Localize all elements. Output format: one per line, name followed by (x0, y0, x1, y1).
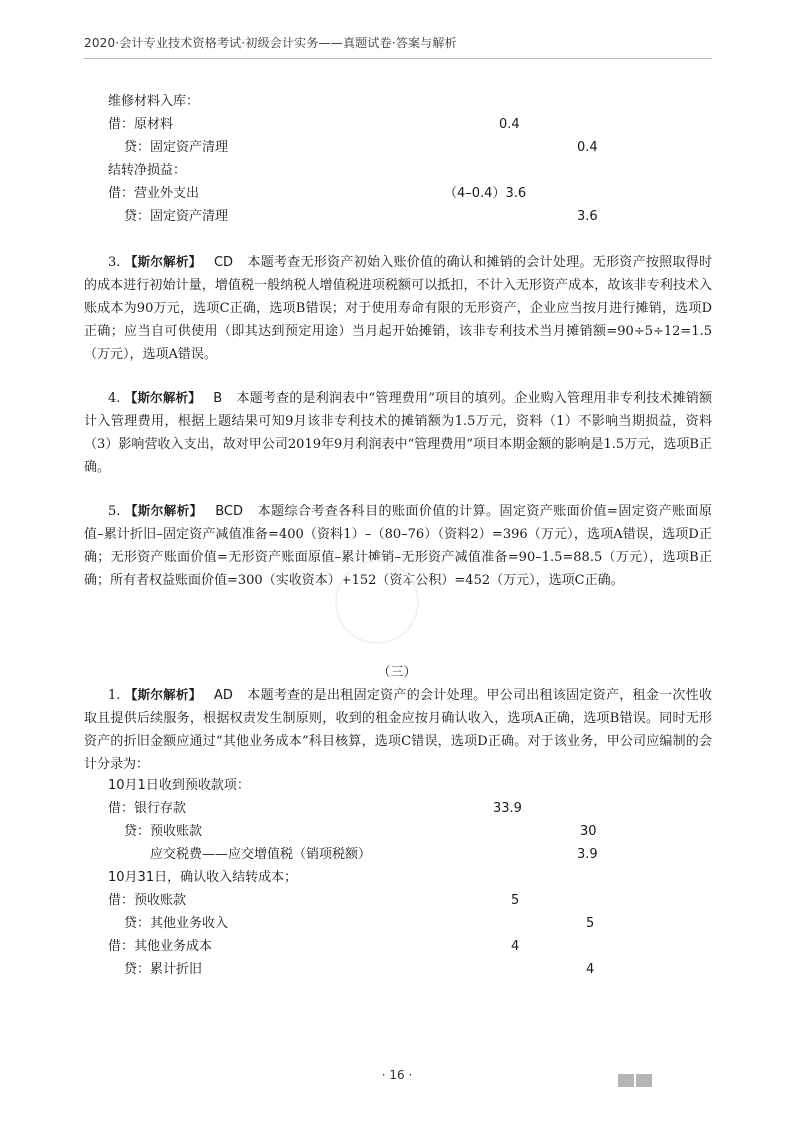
question-number: 5. (108, 504, 121, 519)
journal-line: 借：原材料 (108, 117, 174, 132)
analysis-q3 (84, 250, 712, 366)
footer-block-left (618, 1074, 634, 1087)
running-header: 2020·会计专业技术资格考试·初级会计实务——真题试卷·答案与解析 (84, 36, 457, 50)
journal-line: 应交税费——应交增值税（销项税额） (150, 847, 372, 862)
journal-line: 贷：固定资产清理 (124, 140, 229, 155)
analysis-text: 本题考查的是出租固定资产的会计处理。甲公司出租该固定资产，租金一次性收取且提供后续服务，根据权责发生制原则，收到的租金应按月确认收入，选项A正确，选项B错误。同时无形资产的折旧金额应通过“其他业务成本”科目核算，选项C错误，选项D正确。对于该业务，甲公司应编制的会计分录为： (84, 688, 712, 772)
analysis-s1 (84, 683, 712, 776)
analysis-tag: 【斯尔解析】 (124, 503, 203, 518)
journal-line: 4 (511, 939, 520, 954)
journal-line: 贷：其他业务收入 (124, 916, 229, 931)
analysis-text: 本题考查无形资产初始入账价值的确认和摊销的会计处理。无形资产按照取得时的成本进行初始计量，增值税一般纳税人增值税进项税额可以抵扣，不计入无形资产成本，故该非专利技术入账成本为90万元，选项C正确，选项B错误；对于使用寿命有限的无形资产，企业应当按月进行摊销，选项D正确；应当自可供使用（即其达到预定用途）当月起开始摊销，该非专利技术当月摊销额=90÷5÷12=1.5（万元），选项A错误。 (84, 255, 712, 362)
journal-line: 贷：累计折旧 (124, 962, 203, 977)
journal-line: 10月1日收到预收款项： (108, 778, 250, 793)
journal-line: （4–0.4）3.6 (444, 186, 527, 201)
question-number: 1. (108, 688, 121, 703)
journal-line: 0.4 (499, 117, 520, 132)
journal-line: 0.4 (577, 140, 598, 155)
analysis-text: 本题综合考查各科目的账面价值的计算。固定资产账面价值=固定资产账面原值–累计折旧–固定资产减值准备=400（资料1）–（80–76）（资料2）=396（万元），选项A错误，选项D正确；无形资产账面价值=无形资产账面原值–累计摊销–无形资产减值准备=90–1.5=88.5（万元），选项B正确；所有者权益账面价值=300（实收资本）+152（资本公积）=452（万元），选项C正确。 (84, 504, 712, 588)
journal-line: 5 (586, 916, 595, 931)
analysis-tag: 【斯尔解析】 (124, 254, 202, 269)
journal-line: 5 (511, 893, 520, 908)
watermark-seal (335, 560, 419, 644)
question-number: 3. (108, 255, 121, 270)
journal-line: 10月31日，确认收入结转成本； (108, 870, 298, 885)
analysis-text: 本题考查的是利润表中“管理费用”项目的填列。企业购入管理用非专利技术摊销额计入管理费用，根据上题结果可知9月该非专利技术的摊销额为1.5万元，资料（1）不影响当期损益，资料（3）影响营收入支出，故对甲公司2019年9月利润表中“管理费用”项目本期金额的影响是1.5万元，选项B正确。 (84, 391, 713, 475)
journal-line: 贷：固定资产清理 (124, 209, 229, 224)
section-title: （三） (377, 665, 417, 680)
journal-line: 3.9 (577, 847, 598, 862)
analysis-tag: 【斯尔解析】 (124, 390, 201, 405)
analysis-q4 (84, 386, 712, 479)
journal-line: 30 (580, 824, 597, 839)
answer-label: B (213, 391, 223, 406)
journal-line: 借：银行存款 (108, 801, 187, 816)
answer-label: CD (213, 255, 234, 270)
footer-block-right (636, 1074, 652, 1087)
journal-line: 贷：预收账款 (124, 824, 203, 839)
journal-line: 借：营业外支出 (108, 186, 200, 201)
page-number: · 16 · (381, 1068, 413, 1082)
analysis-tag: 【斯尔解析】 (124, 687, 202, 702)
journal-line: 借：预收账款 (108, 893, 187, 908)
journal-line: 3.6 (577, 209, 598, 224)
journal-line: 结转净损益： (108, 163, 187, 178)
journal-line: 33.9 (493, 801, 522, 816)
journal-line: 维修材料入库： (108, 94, 200, 109)
answer-label: AD (213, 688, 233, 703)
question-number: 4. (108, 391, 121, 406)
journal-line: 借：其他业务成本 (108, 939, 213, 954)
header-rule (84, 58, 712, 59)
journal-line: 4 (586, 962, 595, 977)
answer-label: BCD (215, 504, 243, 519)
